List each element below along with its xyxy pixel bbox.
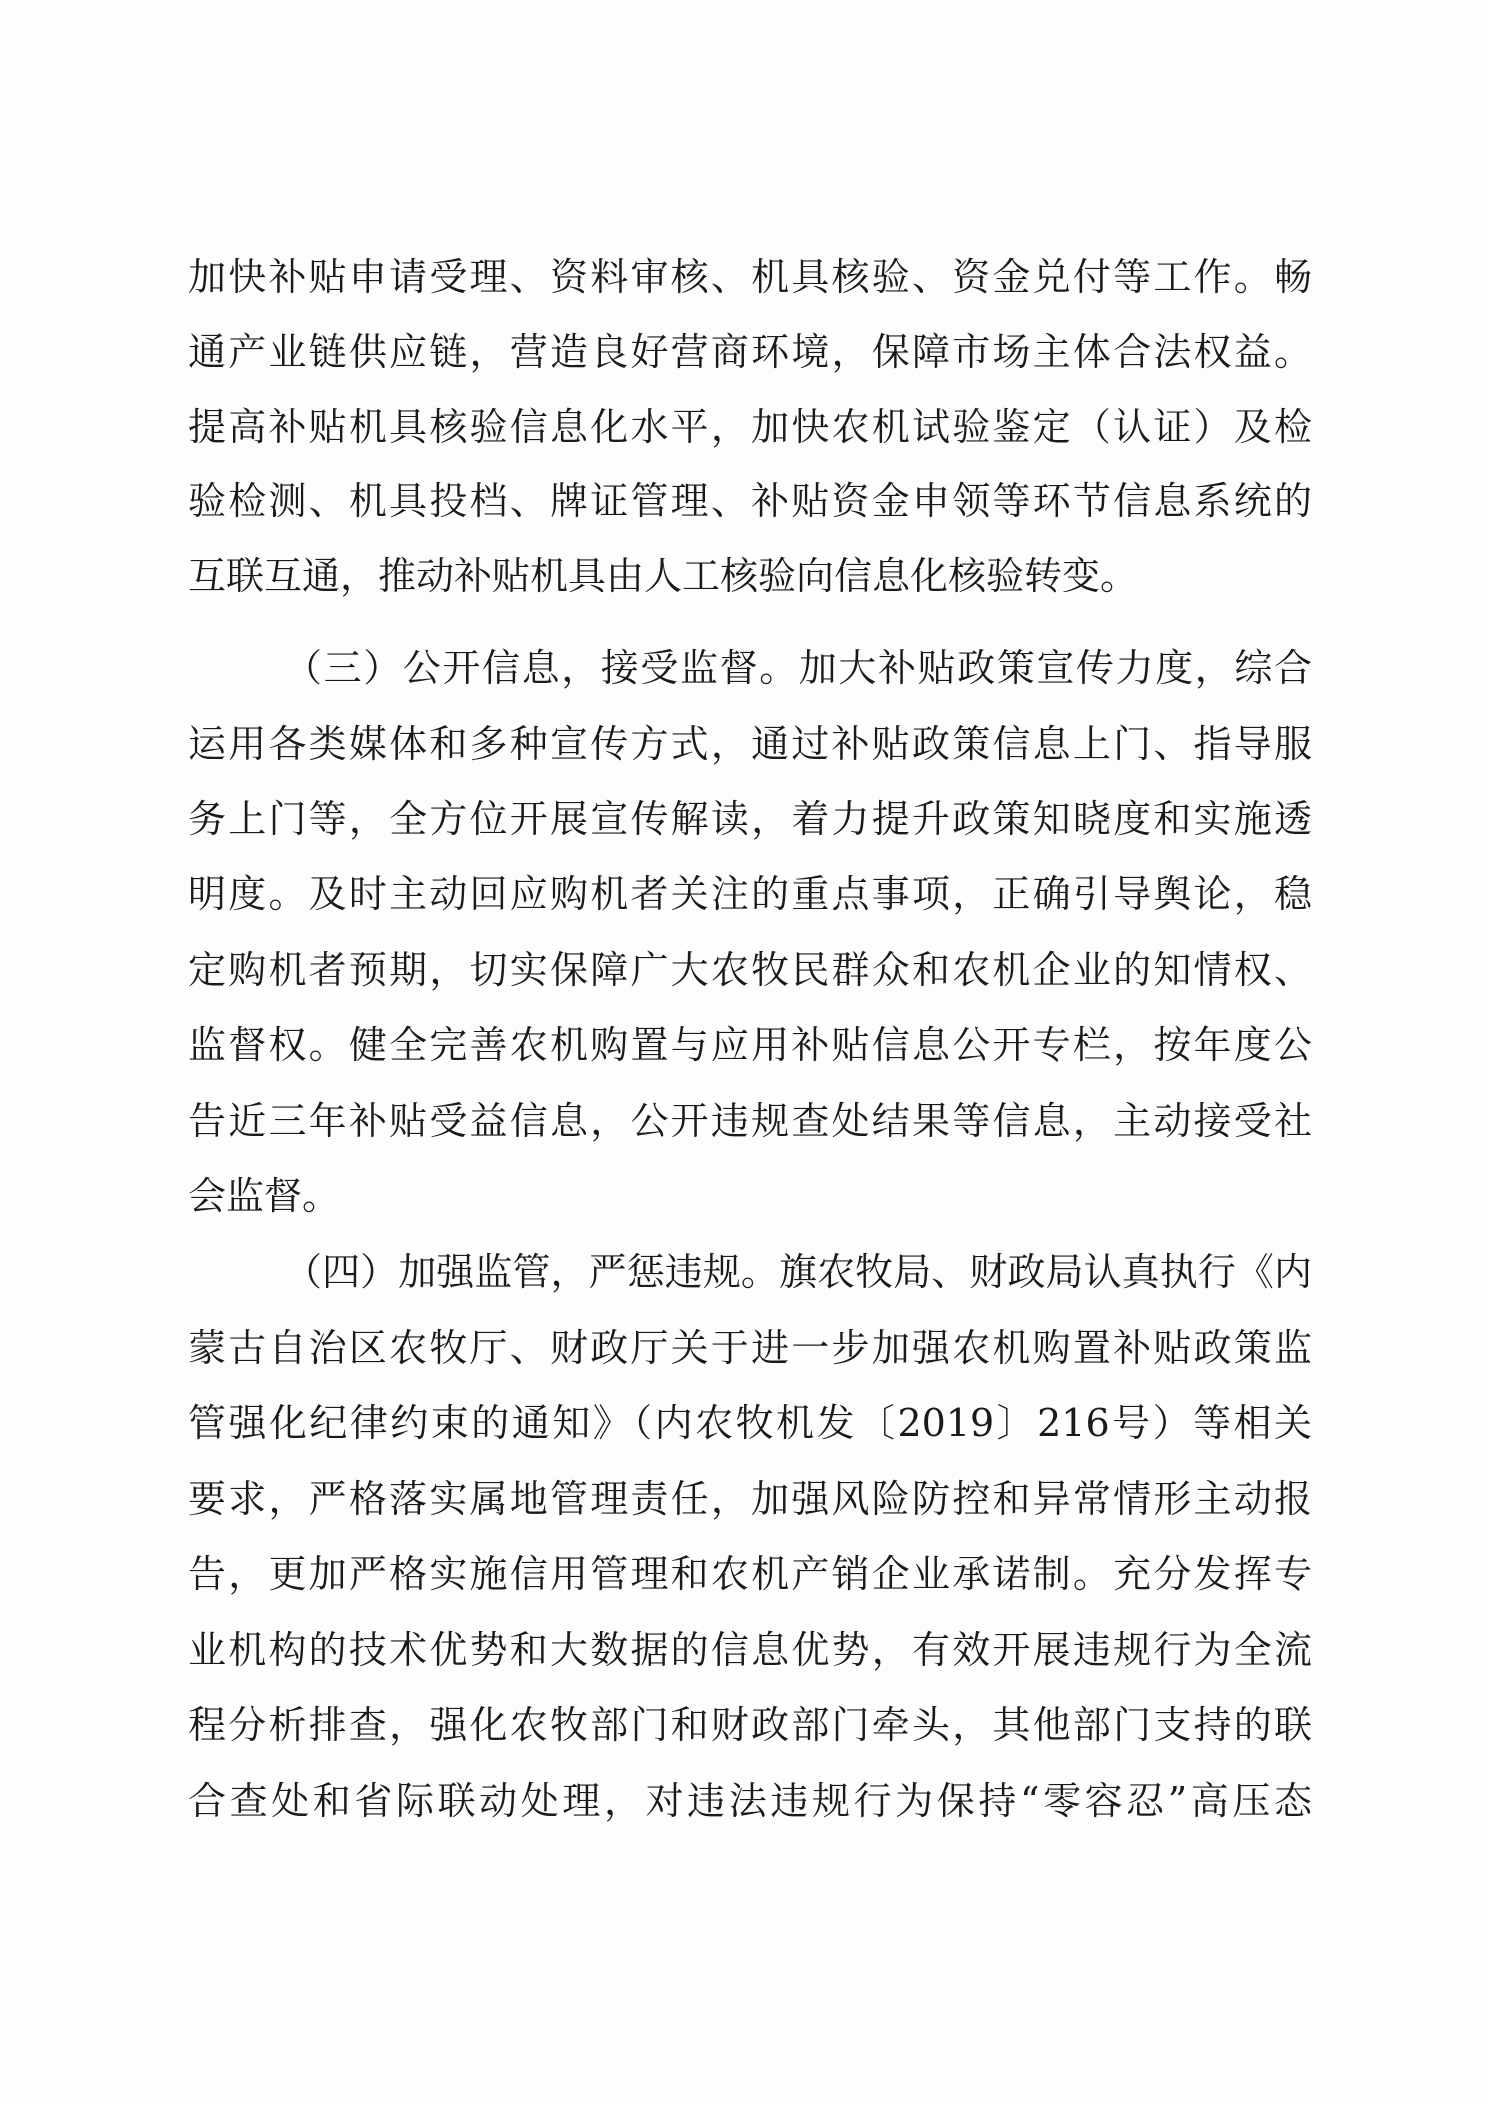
text-line: 告，更加严格实施信用管理和农机产销企业承诺制。充分发挥专	[188, 1552, 1312, 1596]
text-line: 监督权。健全完善农机购置与应用补贴信息公开专栏，按年度公	[188, 1023, 1312, 1067]
text-line: 要求，严格落实属地管理责任，加强风险防控和异常情形主动报	[188, 1477, 1312, 1521]
text-line: 务上门等，全方位开展宣传解读，着力提升政策知晓度和实施透	[188, 797, 1312, 841]
text-line: 程分析排查，强化农牧部门和财政部门牵头，其他部门支持的联	[188, 1703, 1312, 1747]
text-line: 验检测、机具投档、牌证管理、补贴资金申领等环节信息系统的	[188, 479, 1312, 523]
text-line: 蒙古自治区农牧厅、财政厅关于进一步加强农机购置补贴政策监	[188, 1326, 1312, 1370]
text-line: 业机构的技术优势和大数据的信息优势，有效开展违规行为全流	[188, 1628, 1312, 1672]
section-heading-line: （四）加强监管，严惩违规。旗农牧局、财政局认真执行《内	[284, 1250, 1312, 1294]
text-line: 管强化纪律约束的通知》（内农牧机发〔2019〕216号）等相关	[188, 1401, 1312, 1445]
text-line: 通产业链供应链，营造良好营商环境，保障市场主体合法权益。	[188, 330, 1312, 374]
text-line: 告近三年补贴受益信息，公开违规查处结果等信息，主动接受社	[188, 1099, 1312, 1143]
text-line: 会监督。	[188, 1174, 341, 1218]
text-line: 运用各类媒体和多种宣传方式，通过补贴政策信息上门、指导服	[188, 722, 1312, 766]
text-line: 明度。及时主动回应购机者关注的重点事项，正确引导舆论，稳	[188, 872, 1312, 916]
section-heading-line: （三）公开信息，接受监督。加大补贴政策宣传力度，综合	[284, 646, 1312, 690]
text-line: 定购机者预期，切实保障广大农牧民群众和农机企业的知情权、	[188, 948, 1312, 992]
text-line: 提高补贴机具核验信息化水平，加快农机试验鉴定（认证）及检	[188, 405, 1312, 449]
text-line: 合查处和省际联动处理，对违法违规行为保持“零容忍”高压态	[188, 1779, 1312, 1823]
text-line: 加快补贴申请受理、资料审核、机具核验、资金兑付等工作。畅	[188, 255, 1312, 299]
text-line: 互联互通，推动补贴机具由人工核验向信息化核验转变。	[188, 554, 1139, 598]
